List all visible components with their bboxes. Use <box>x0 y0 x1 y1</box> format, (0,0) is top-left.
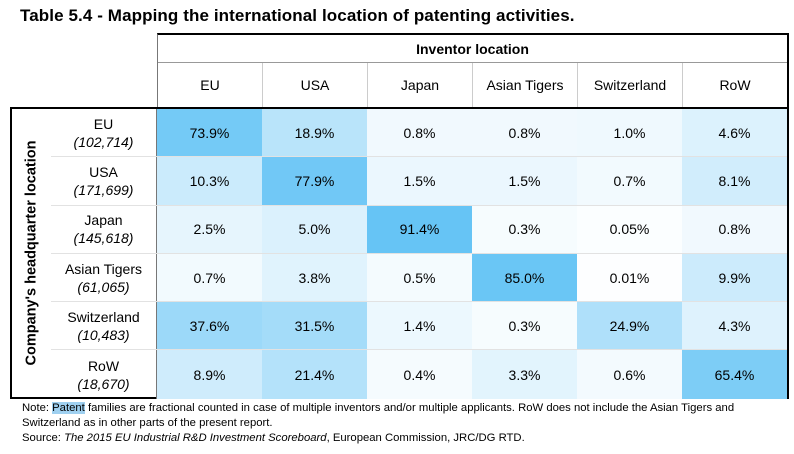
table-cell: 0.8% <box>367 109 472 156</box>
row-name: EU <box>93 115 114 132</box>
row-label <box>51 206 157 253</box>
table-note <box>22 401 788 446</box>
inventor-location-header: Inventor location <box>158 35 787 63</box>
table-cell: 0.3% <box>472 302 577 349</box>
column-label: Japan <box>368 63 473 107</box>
column-label: Switzerland <box>578 63 683 107</box>
row-name: Japan <box>84 212 123 229</box>
table-cell: 9.9% <box>682 254 787 301</box>
table-row <box>51 254 787 302</box>
highlighted-word: Patent <box>52 402 85 414</box>
table-cell: 5.0% <box>262 206 367 253</box>
row-label <box>51 254 157 301</box>
row-name: RoW <box>87 357 120 374</box>
table-cell: 10.3% <box>157 157 262 204</box>
column-header <box>157 33 789 107</box>
table-cell: 8.9% <box>157 350 262 398</box>
table-cell: 0.8% <box>682 206 787 253</box>
row-label <box>51 302 157 349</box>
table-cell: 1.4% <box>367 302 472 349</box>
table-cell: 21.4% <box>262 350 367 398</box>
table-cell: 0.7% <box>157 254 262 301</box>
table-row <box>51 350 787 398</box>
table-row <box>51 157 787 205</box>
table-cell: 77.9% <box>262 157 367 204</box>
table-row <box>51 206 787 254</box>
row-count: (61,065) <box>77 278 130 295</box>
row-count: (102,714) <box>73 133 134 150</box>
table-cell: 4.3% <box>682 302 787 349</box>
table-cell: 0.05% <box>577 206 682 253</box>
row-label <box>51 157 157 204</box>
table-cell: 3.8% <box>262 254 367 301</box>
table-cell: 8.1% <box>682 157 787 204</box>
table-cell: 85.0% <box>472 254 577 301</box>
table-cell: 24.9% <box>577 302 682 349</box>
table-row <box>51 302 787 350</box>
table-cell: 1.5% <box>472 157 577 204</box>
table-cell: 2.5% <box>157 206 262 253</box>
table-cell: 0.4% <box>367 350 472 398</box>
row-count: (145,618) <box>73 230 134 247</box>
table-cell: 3.3% <box>472 350 577 398</box>
table-cell: 0.8% <box>472 109 577 156</box>
table-cell: 91.4% <box>367 206 472 253</box>
row-count: (18,670) <box>77 375 130 392</box>
column-label: EU <box>158 63 263 107</box>
table-cell: 31.5% <box>262 302 367 349</box>
table-cell: 0.3% <box>472 206 577 253</box>
table-cell: 0.5% <box>367 254 472 301</box>
row-count: (171,699) <box>73 181 134 198</box>
table-cell: 1.0% <box>577 109 682 156</box>
row-name: USA <box>89 163 118 180</box>
column-label: USA <box>263 63 368 107</box>
table-cell: 0.6% <box>577 350 682 398</box>
table-cell: 1.5% <box>367 157 472 204</box>
row-group-header <box>10 107 51 399</box>
table-title: Table 5.4 - Mapping the international location of patenting activities. <box>20 6 575 25</box>
row-name: Switzerland <box>67 308 140 325</box>
table-cell: 65.4% <box>682 350 787 398</box>
table-cell: 0.01% <box>577 254 682 301</box>
table-body <box>51 107 789 399</box>
note-text: Note: Patent families are fractional counted in case of multiple inventors and/or multiple applicants. RoW does not include the Asian Tigers and Switzerland as in other parts of the present report. <box>22 402 735 429</box>
source-text: Source: The 2015 EU Industrial R&D Investment Scoreboard, European Commission, JRC/DG RTD. <box>22 432 525 444</box>
column-label: Asian Tigers <box>473 63 578 107</box>
row-label <box>51 350 157 398</box>
row-label <box>51 109 157 156</box>
table-cell: 0.7% <box>577 157 682 204</box>
row-count: (10,483) <box>77 326 130 343</box>
table-cell: 4.6% <box>682 109 787 156</box>
table-row <box>51 109 787 157</box>
headquarter-location-label: Company's headquarter location <box>23 140 40 366</box>
table-cell: 37.6% <box>157 302 262 349</box>
row-name: Asian Tigers <box>64 260 143 277</box>
table-cell: 18.9% <box>262 109 367 156</box>
column-label: RoW <box>719 77 751 93</box>
table-cell: 73.9% <box>157 109 262 156</box>
column-labels <box>158 63 787 107</box>
